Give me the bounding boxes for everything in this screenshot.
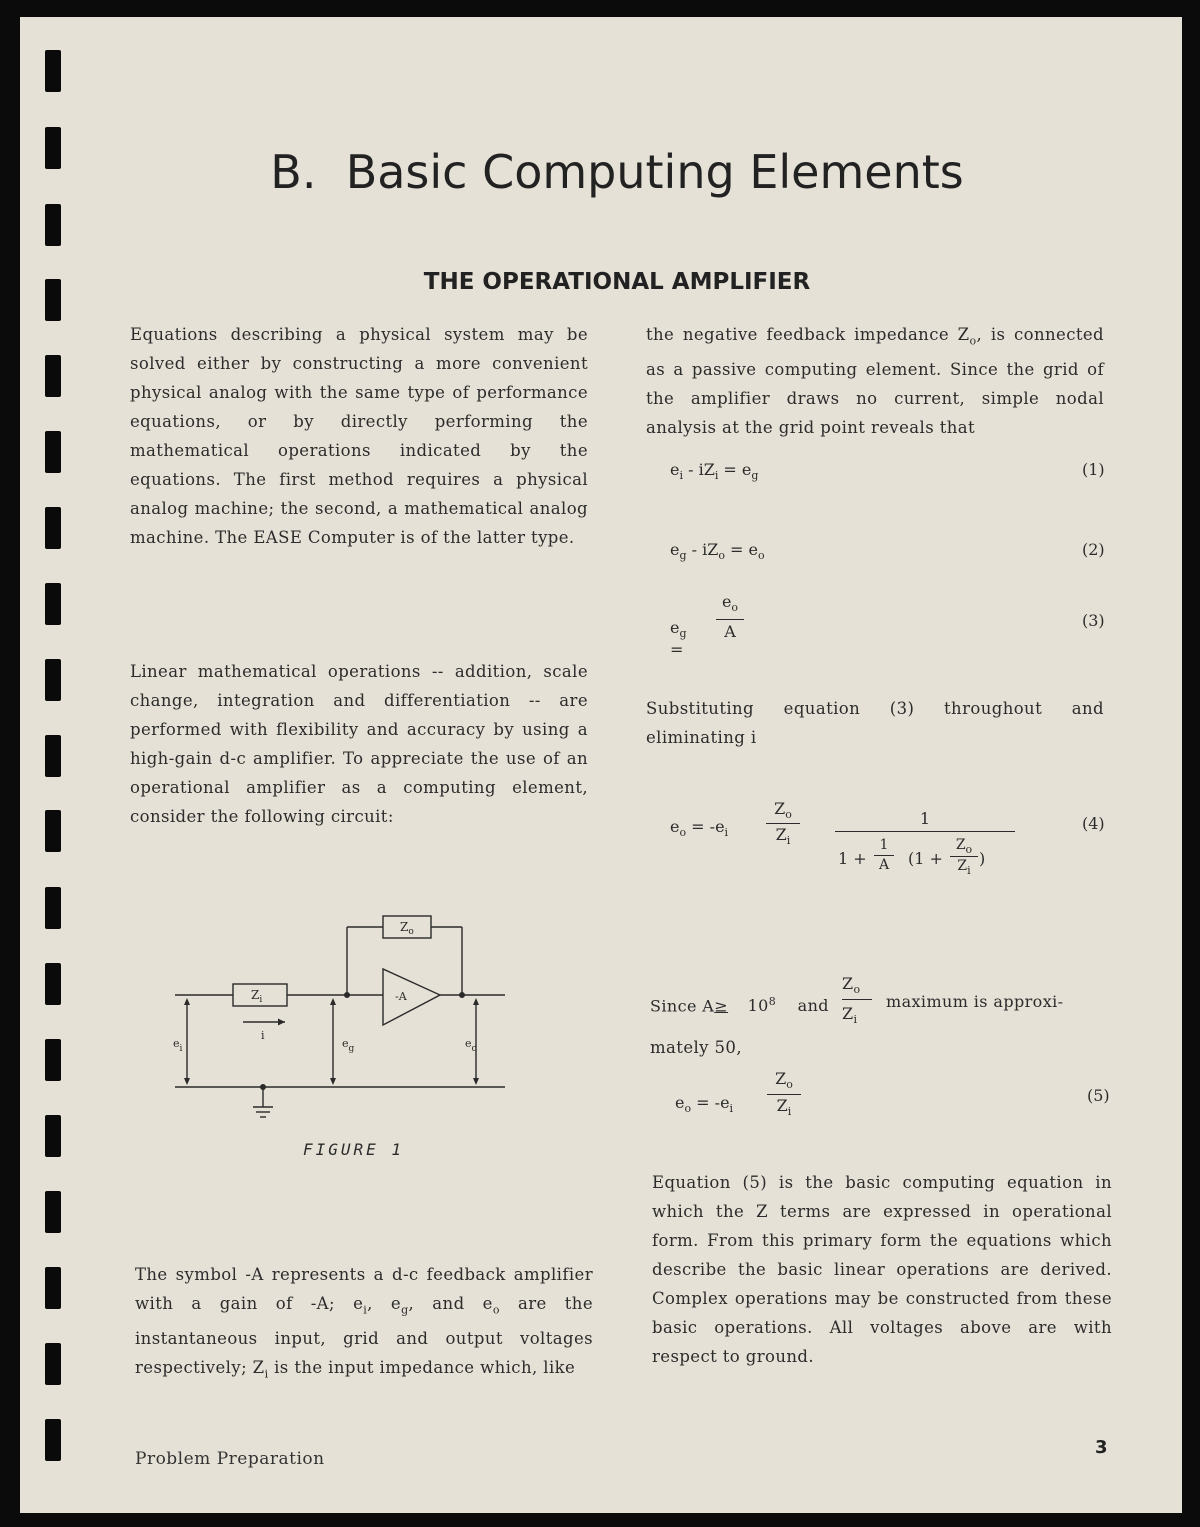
binder-hole bbox=[45, 431, 61, 473]
binder-hole bbox=[45, 1039, 61, 1081]
circuit-diagram bbox=[165, 897, 515, 1137]
equation-4-number: (4) bbox=[1082, 814, 1105, 833]
binder-hole bbox=[45, 1115, 61, 1157]
binder-hole bbox=[45, 1191, 61, 1233]
current-label: i bbox=[261, 1029, 265, 1042]
equation-2-number: (2) bbox=[1082, 540, 1105, 559]
intro-paragraph: Equations describing a physical system may be solved either by constructing a more convenient physical analog with the same type of performance equations, or by directly performing the mathematical operations indicated by the equations. The first method requires a physical analog machine; the second, a mathematical analog machine. The EASE Computer is of the latter type. bbox=[130, 325, 588, 547]
document-page: B. Basic Computing Elements THE OPERATIONAL AMPLIFIER Equations describing a physical system may be solved either by constructing a more convenient physical analog with the same type of performance equations, or by directly performing the mathematical operations indicated by the equations. The first method requires a physical analog machine; the second, a mathematical analog machine. The EASE Computer is of the latter type. Linear mathematical operations -- addition, scale change, integration and differentiation -- are performed with flexibility and accuracy by using a high-gain d-c amplifier. To appreciate the use of an operational amplifier as a computing element, consider the following circuit: $Z_o$ $Z_i$ -A i $e_i$ $e_g$ $e_o$ FIGURE 1 The symbol -A represents a d-c feedback amplifier with a gain of -A; $e_i$, $e_g$, and $e_o$ are the instantaneous input, grid and output voltages respectively; $Z_i$ is the input impedance which, like the negative feedback impedance $Z_o$, is connected as a passive computing element. Since the grid of the amplifier draws no current, simple nodal analysis at the grid point reveals that $e_i - iZ_i = e_g$ (1) $e_g - iZ_o = e_o$ (2) $e_g$ = $e_o$ A (3) Substituting equation (3) throughout and eliminating i $e_o = -e_i$ $Z_o$ $Z_i$ 1 1 + 1 A (1 + $Z_o$ $Z_i$ ) (4) Since $A\ge 10^8$ and $Z_o$ $Z_i$ maximum is approxi- mately 50, $e_o = -e_i$ $Z_o$ $Z_i$ (5) Equation (5) is the basic computing equation in which the Z terms are expressed in operational form. From this primary form the equations which describe the basic linear operations are derived. Complex operations may be constructed from these basic operations. All voltages above are with respect to ground. Problem Preparation 3 bbox=[20, 17, 1182, 1513]
equation-5: $e_o = -e_i$ $Z_o$ $Z_i$ bbox=[675, 1067, 875, 1137]
zi-label: $Z_i$ bbox=[251, 988, 263, 1005]
eo-label: $e_o$ bbox=[465, 1037, 477, 1054]
footer-section-title: Problem Preparation bbox=[135, 1449, 325, 1469]
binder-hole bbox=[45, 355, 61, 397]
figure-caption: FIGURE 1 bbox=[303, 1140, 405, 1159]
gain-condition-line: Since $A\ge 10^8$ and $Z_o$ $Z_i$ maximum is approxi- bbox=[650, 974, 1064, 1027]
binder-hole bbox=[45, 1343, 61, 1385]
approximately-line: mately 50, bbox=[650, 1038, 742, 1057]
equation-4: $e_o = -e_i$ $Z_o$ $Z_i$ 1 1 + 1 A (1 + $Z_o$ $Z_i$ ) bbox=[670, 781, 1030, 881]
linear-operations-paragraph: Linear mathematical operations -- addition, scale change, integration and differentiation -- are performed with flexibility and accuracy by using a high-gain d-c amplifier. To appreciate the use of an operational amplifier as a computing element, consider the following circuit: bbox=[130, 662, 588, 826]
binder-hole bbox=[45, 887, 61, 929]
section-heading: THE OPERATIONAL AMPLIFIER bbox=[423, 269, 811, 295]
binder-hole bbox=[45, 583, 61, 625]
equation-1-number: (1) bbox=[1082, 460, 1105, 479]
ei-label: $e_i$ bbox=[173, 1037, 183, 1054]
binder-hole bbox=[45, 735, 61, 777]
binder-hole bbox=[45, 507, 61, 549]
zo-label: $Z_o$ bbox=[400, 920, 414, 937]
equation-5-number: (5) bbox=[1087, 1086, 1110, 1105]
equation-2: $e_g - iZ_o = e_o$ bbox=[670, 540, 765, 563]
binder-hole bbox=[45, 810, 61, 852]
substitution-paragraph: Substituting equation (3) throughout and eliminating i bbox=[646, 699, 1104, 747]
equation-1: $e_i - iZ_i = e_g$ bbox=[670, 460, 759, 483]
binder-hole bbox=[45, 963, 61, 1005]
binder-hole bbox=[45, 659, 61, 701]
eg-label: $e_g$ bbox=[342, 1037, 355, 1054]
page-number: 3 bbox=[1095, 1437, 1108, 1458]
equation-3-number: (3) bbox=[1082, 611, 1105, 630]
binder-hole bbox=[45, 1419, 61, 1461]
amplifier-label: -A bbox=[395, 990, 407, 1003]
binder-hole bbox=[45, 204, 61, 246]
symbol-paragraph: The symbol -A represents a d-c feedback amplifier with a gain of -A; $e_i$, $e_g$, and $e_o$ are the instantaneous input, grid and output voltages respectively; $Z_i$ is the input impedance which, like bbox=[135, 1265, 594, 1381]
binder-hole bbox=[45, 50, 61, 92]
binder-hole bbox=[45, 1267, 61, 1309]
feedback-paragraph: the negative feedback impedance $Z_o$, is connected as a passive computing element. Since the grid of the amplifier draws no current, simple nodal analysis at the grid point reveals that bbox=[646, 325, 1104, 438]
basic-equation-paragraph: Equation (5) is the basic computing equation in which the Z terms are expressed in operational form. From this primary form the equations which describe the basic linear operations are derived. Complex operations may be constructed from these basic operations. All voltages above are with respect to ground. bbox=[652, 1173, 1112, 1366]
page-heading: B. Basic Computing Elements bbox=[270, 145, 964, 199]
